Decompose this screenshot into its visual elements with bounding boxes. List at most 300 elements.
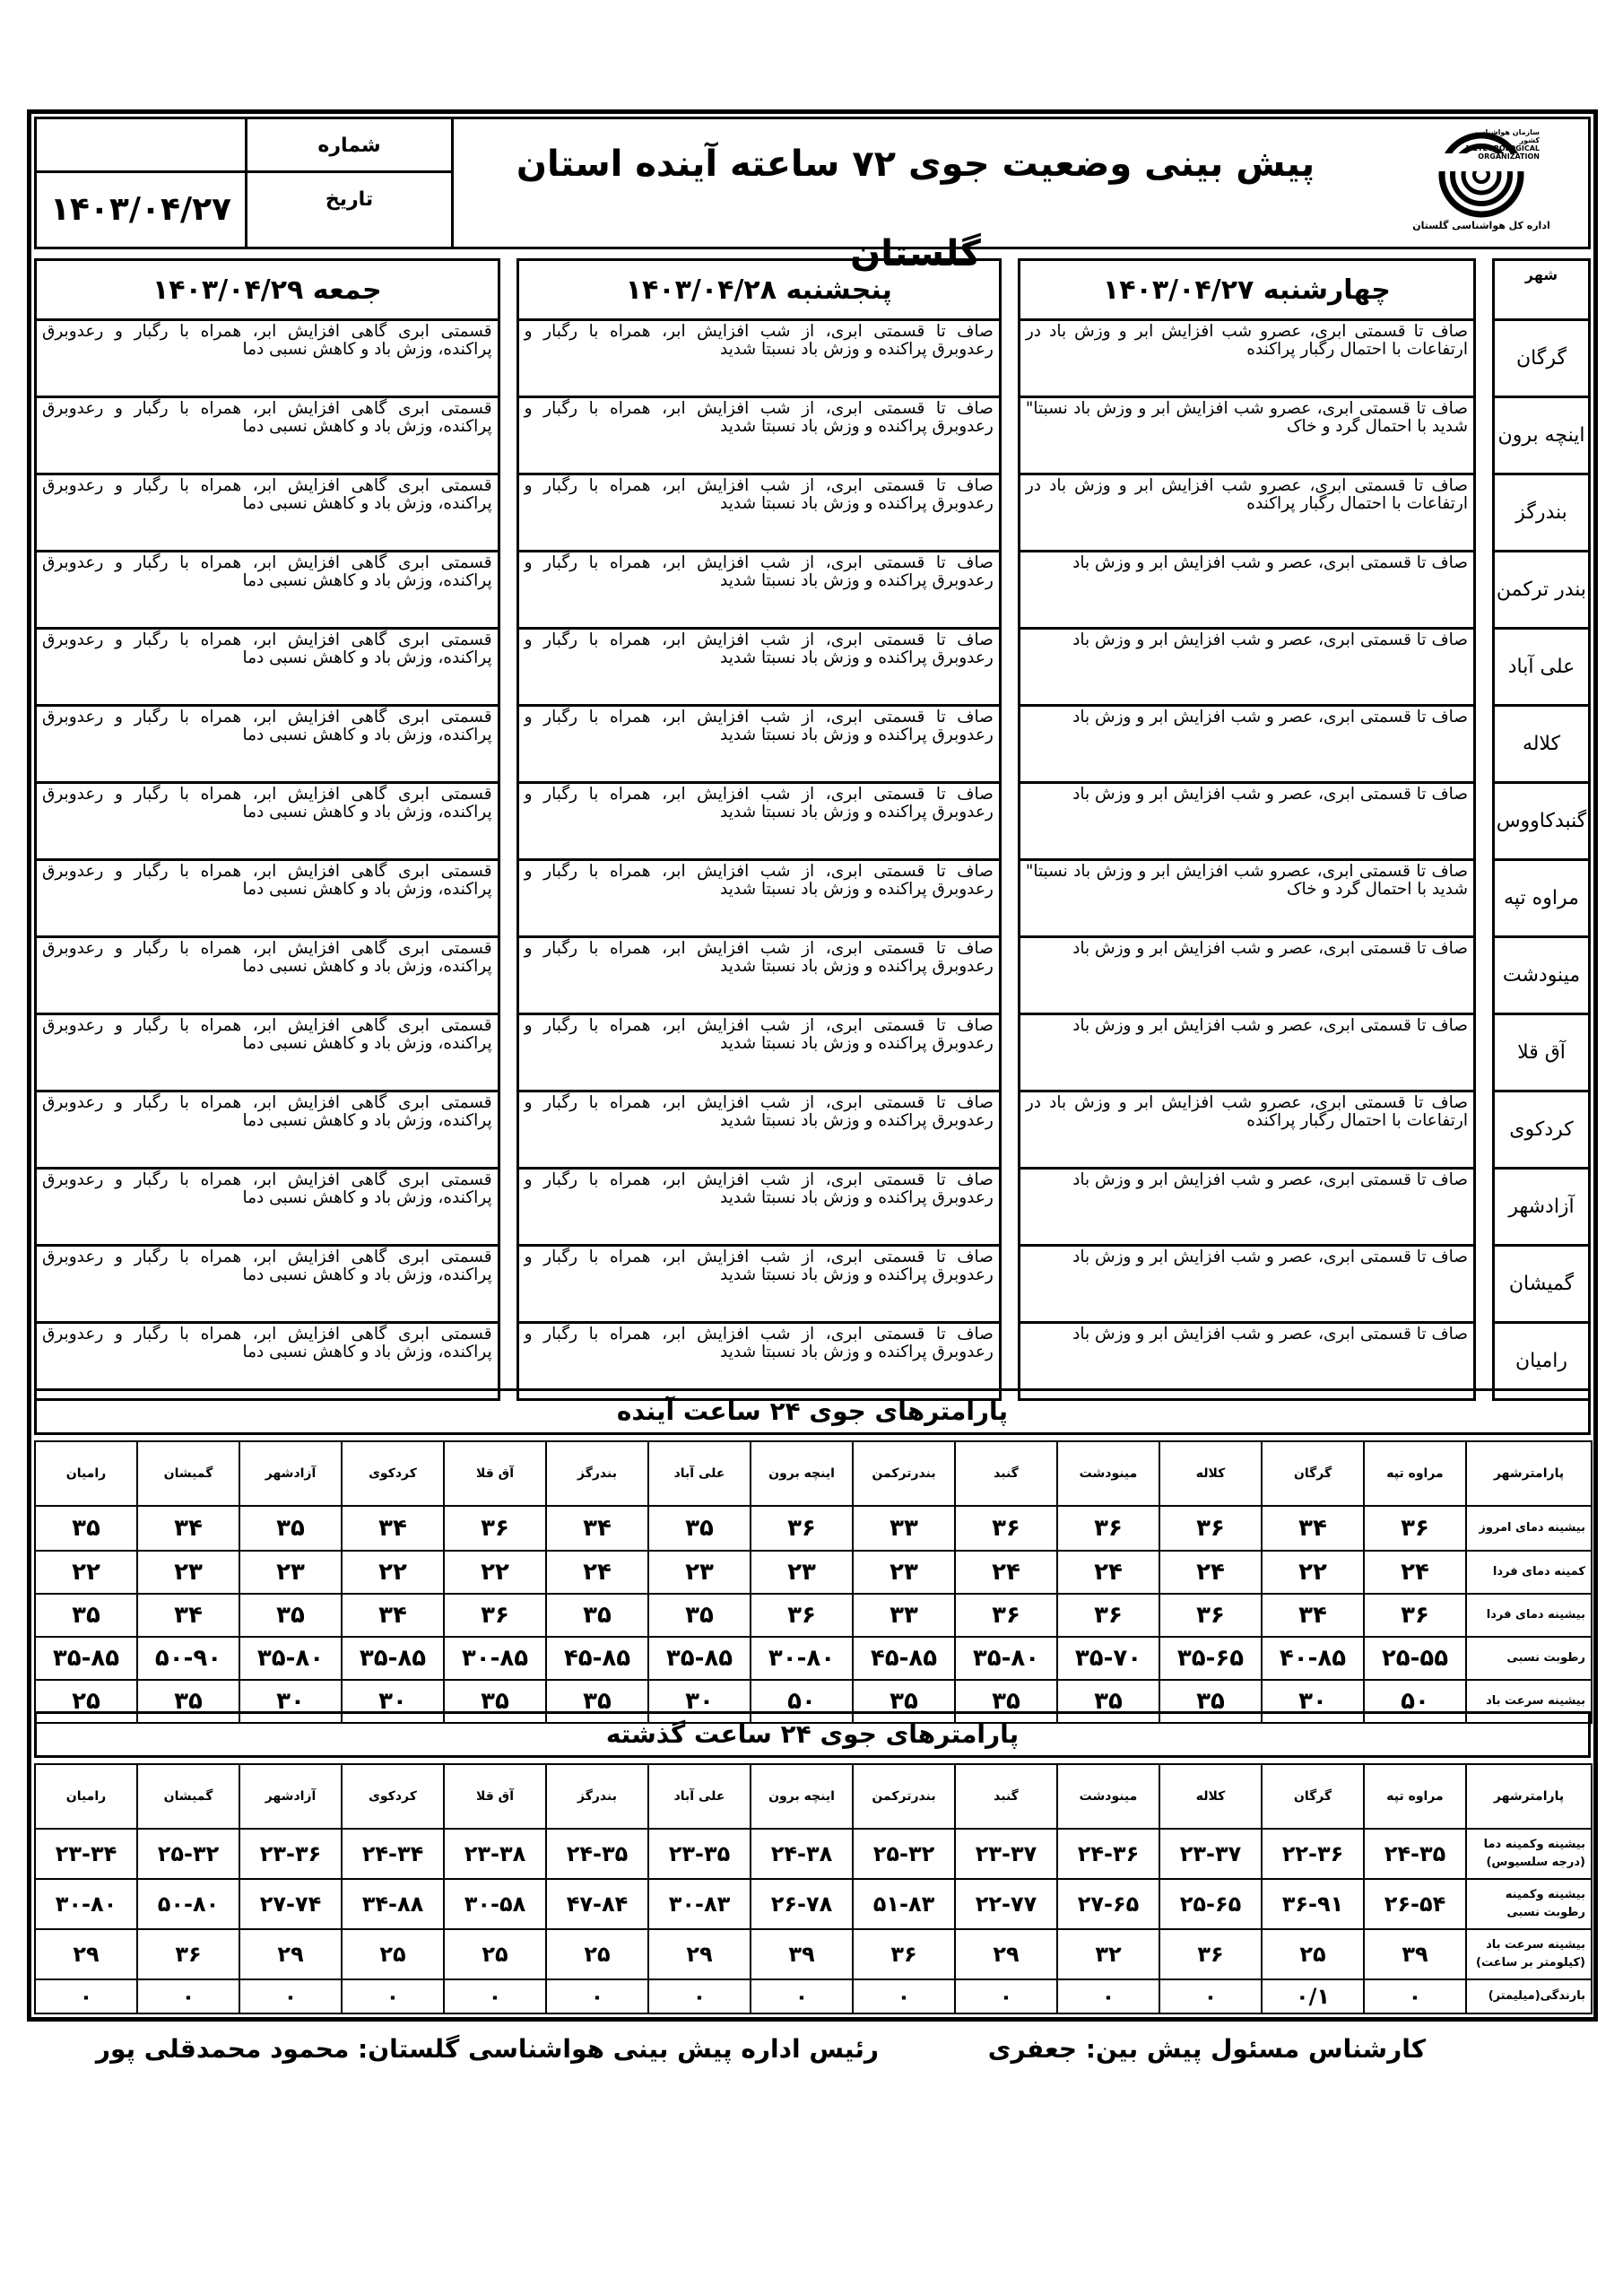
column-gap: [499, 1246, 517, 1323]
forecast-day2-text: صاف تا قسمتی ابری، از شب افزایش ابر، همراه با رگبار و رعدوبرق پراکنده و وزش باد نسبتا شدید: [517, 629, 1000, 706]
forecast-day3-text: قسمتی ابری گاهی افزایش ابر، همراه با رگبار و رعدوبرق پراکنده، وزش باد و کاهش نسبی دما: [36, 1014, 499, 1091]
params-row: [35, 1637, 1592, 1680]
param-city-name: کلاله: [1159, 1441, 1262, 1506]
column-gap: [499, 1014, 517, 1091]
param-value: ۳۵: [35, 1506, 137, 1551]
param-value: ۳۶: [444, 1594, 546, 1637]
param-value: ۳۶: [751, 1506, 853, 1551]
column-gap: [1475, 320, 1494, 397]
forecast-day3-text: قسمتی ابری گاهی افزایش ابر، همراه با رگبار و رعدوبرق پراکنده، وزش باد و کاهش نسبی دما: [36, 1246, 499, 1323]
params-row: [35, 1879, 1592, 1929]
param-value: ۴۵-۸۵: [546, 1637, 648, 1680]
section-title-next-24h: پارامترهای جوی ۲۴ ساعت آینده: [34, 1388, 1591, 1435]
param-value: ۲۴-۳۶: [1057, 1829, 1159, 1879]
column-gap: [1475, 706, 1494, 783]
forecast-day1-text: صاف تا قسمتی ابری، عصر و شب افزایش ابر و وزش باد: [1019, 1246, 1474, 1323]
column-gap: [1000, 937, 1019, 1014]
param-value: ۳۴: [342, 1594, 444, 1637]
param-city-name: مینودشت: [1057, 1441, 1159, 1506]
param-value: ۳۴: [342, 1506, 444, 1551]
param-value: ۳۶: [1057, 1506, 1159, 1551]
param-value: ۲۹: [35, 1929, 137, 1979]
params-row: [35, 1506, 1592, 1551]
number-value: [37, 119, 245, 173]
column-gap: [1000, 320, 1019, 397]
param-value: ۳۰-۵۸: [444, 1879, 546, 1929]
param-value: ۲۴: [1057, 1551, 1159, 1594]
column-gap: [1475, 1169, 1494, 1246]
forecast-day2-text: صاف تا قسمتی ابری، از شب افزایش ابر، همراه با رگبار و رعدوبرق پراکنده و وزش باد نسبتا شدید: [517, 1091, 1000, 1169]
param-city-name: گنبد: [955, 1764, 1057, 1829]
param-value: ۰: [35, 1979, 137, 2013]
forecast-day1-text: صاف تا قسمتی ابری، عصر و شب افزایش ابر و وزش باد: [1019, 937, 1474, 1014]
column-gap: [499, 1091, 517, 1169]
param-value: ۰: [751, 1979, 853, 2013]
column-gap: [499, 320, 517, 397]
param-city-name: آق قلا: [444, 1764, 546, 1829]
param-value: ۲۴-۳۸: [751, 1829, 853, 1879]
param-value: ۰: [342, 1979, 444, 2013]
forecast-day3-text: قسمتی ابری گاهی افزایش ابر، همراه با رگبار و رعدوبرق پراکنده، وزش باد و کاهش نسبی دما: [36, 783, 499, 860]
param-value: ۳۰: [1262, 1680, 1364, 1723]
organization-logo: [1387, 125, 1575, 241]
forecast-header-row: [36, 260, 1590, 320]
forecast-day2-text: صاف تا قسمتی ابری، از شب افزایش ابر، همراه با رگبار و رعدوبرق پراکنده و وزش باد نسبتا شدید: [517, 1169, 1000, 1246]
param-value: ۵۰: [1364, 1680, 1466, 1723]
param-value: ۲۵: [342, 1929, 444, 1979]
param-value: ۲۲-۷۷: [955, 1879, 1057, 1929]
param-city-name: بندرترکمن: [853, 1441, 955, 1506]
forecast-day1-text: صاف تا قسمتی ابری، عصر و شب افزایش ابر و وزش باد: [1019, 783, 1474, 860]
column-gap: [1000, 860, 1019, 937]
param-city-name: بندرگز: [546, 1441, 648, 1506]
forecast-row: [36, 552, 1590, 629]
param-value: ۳۶: [444, 1506, 546, 1551]
forecast-day1-text: صاف تا قسمتی ابری، عصر و شب افزایش ابر و وزش باد: [1019, 629, 1474, 706]
forecast-day2-text: صاف تا قسمتی ابری، از شب افزایش ابر، همراه با رگبار و رعدوبرق پراکنده و وزش باد نسبتا شدید: [517, 860, 1000, 937]
param-city-name: مراوه تپه: [1364, 1764, 1466, 1829]
param-value: ۳۵-۸۰: [239, 1637, 342, 1680]
param-value: ۴۵-۸۵: [853, 1637, 955, 1680]
param-value: ۳۵-۸۵: [35, 1637, 137, 1680]
params-header-row: [35, 1441, 1592, 1506]
column-gap: [1475, 260, 1494, 320]
column-gap: [1000, 474, 1019, 552]
param-value: ۳۰: [648, 1680, 751, 1723]
param-value: ۰: [853, 1979, 955, 2013]
param-value: ۳۵: [239, 1506, 342, 1551]
param-value: ۲۵-۳۲: [853, 1829, 955, 1879]
forecast-day2-text: صاف تا قسمتی ابری، از شب افزایش ابر، همراه با رگبار و رعدوبرق پراکنده و وزش باد نسبتا شدید: [517, 474, 1000, 552]
param-row-label: بیشینه دمای فردا: [1466, 1594, 1592, 1637]
param-city-name: بندرگز: [546, 1764, 648, 1829]
param-row-label: بیشینه وکمینه رطوبت نسبی: [1466, 1879, 1592, 1929]
column-gap: [499, 860, 517, 937]
param-value: ۳۰-۸۵: [444, 1637, 546, 1680]
param-value: ۲۲: [35, 1551, 137, 1594]
param-city-name: گمیشان: [137, 1441, 239, 1506]
param-value: ۳۶: [955, 1506, 1057, 1551]
forecast-day2-text: صاف تا قسمتی ابری، از شب افزایش ابر، همراه با رگبار و رعدوبرق پراکنده و وزش باد نسبتا شدید: [517, 783, 1000, 860]
param-value: ۲۳-۳۴: [35, 1829, 137, 1879]
header-divider: [451, 119, 454, 247]
city-name: بندرگز: [1494, 474, 1590, 552]
column-gap: [499, 552, 517, 629]
param-value: ۳۶-۹۱: [1262, 1879, 1364, 1929]
column-gap: [1475, 1014, 1494, 1091]
date-label: تاریخ: [245, 173, 451, 247]
param-city-name: کلاله: [1159, 1764, 1262, 1829]
param-value: ۵۱-۸۳: [853, 1879, 955, 1929]
param-value: ۳۵: [137, 1680, 239, 1723]
column-gap: [1000, 629, 1019, 706]
param-city-name: آق قلا: [444, 1441, 546, 1506]
param-value: ۳۹: [1364, 1929, 1466, 1979]
param-city-name: علی آباد: [648, 1441, 751, 1506]
param-row-label: بیشینه وکمینه دما (درجه سلسیوس): [1466, 1829, 1592, 1879]
forecast-row: [36, 320, 1590, 397]
column-gap: [1000, 706, 1019, 783]
column-gap: [499, 1169, 517, 1246]
forecast-row: [36, 474, 1590, 552]
forecast-day3-text: قسمتی ابری گاهی افزایش ابر، همراه با رگبار و رعدوبرق پراکنده، وزش باد و کاهش نسبی دما: [36, 397, 499, 474]
forecast-day2-text: صاف تا قسمتی ابری، از شب افزایش ابر، همراه با رگبار و رعدوبرق پراکنده و وزش باد نسبتا شدید: [517, 320, 1000, 397]
param-value: ۲۵-۳۲: [137, 1829, 239, 1879]
city-name: مراوه تپه: [1494, 860, 1590, 937]
param-value: ۳۴: [1262, 1594, 1364, 1637]
param-value: ۳۰-۸۳: [648, 1879, 751, 1929]
forecast-row: [36, 1091, 1590, 1169]
params-row: [35, 1979, 1592, 2013]
param-row-label: بارندگی(میلیمتر): [1466, 1979, 1592, 2013]
param-value: ۳۰-۸۰: [751, 1637, 853, 1680]
param-value: ۲۵: [444, 1929, 546, 1979]
param-row-label: بیشینه سرعت باد: [1466, 1680, 1592, 1723]
param-value: ۳۵: [546, 1594, 648, 1637]
params-past-table: [34, 1763, 1593, 2014]
column-gap: [1000, 1091, 1019, 1169]
param-city-name: مراوه تپه: [1364, 1441, 1466, 1506]
forecast-day3-text: قسمتی ابری گاهی افزایش ابر، همراه با رگبار و رعدوبرق پراکنده، وزش باد و کاهش نسبی دما: [36, 937, 499, 1014]
param-value: ۰/۱: [1262, 1979, 1364, 2013]
city-name: آق قلا: [1494, 1014, 1590, 1091]
param-city-name: گمیشان: [137, 1764, 239, 1829]
param-city-name: آزادشهر: [239, 1764, 342, 1829]
param-value: ۳۶: [1159, 1929, 1262, 1979]
param-city-name: کردکوی: [342, 1441, 444, 1506]
param-value: ۲۲: [1262, 1551, 1364, 1594]
param-city-name: گرگان: [1262, 1441, 1364, 1506]
param-value: ۲۳: [853, 1551, 955, 1594]
param-value: ۳۴: [546, 1506, 648, 1551]
param-row-label: بیشینه سرعت باد (کیلومتر بر ساعت): [1466, 1929, 1592, 1979]
column-gap: [1000, 1246, 1019, 1323]
forecast-day1-text: صاف تا قسمتی ابری، عصر و شب افزایش ابر و وزش باد: [1019, 706, 1474, 783]
param-value: ۳۵-۸۰: [955, 1637, 1057, 1680]
logo-top-text: سازمان هواشناسی کشور METEOROLOGICAL ORGANIZATION: [1465, 128, 1540, 161]
param-city-header: پارامترشهر: [1466, 1441, 1592, 1506]
param-value: ۰: [239, 1979, 342, 2013]
param-value: ۲۹: [648, 1929, 751, 1979]
param-value: ۳۳: [853, 1594, 955, 1637]
param-city-name: رامیان: [35, 1441, 137, 1506]
param-city-name: بندرترکمن: [853, 1764, 955, 1829]
param-value: ۲۵: [35, 1680, 137, 1723]
column-gap: [1475, 1091, 1494, 1169]
column-gap: [499, 629, 517, 706]
forecast-day3-text: قسمتی ابری گاهی افزایش ابر، همراه با رگبار و رعدوبرق پراکنده، وزش باد و کاهش نسبی دما: [36, 1169, 499, 1246]
column-gap: [1475, 860, 1494, 937]
param-value: ۳۶: [1057, 1594, 1159, 1637]
param-value: ۲۴: [1159, 1551, 1262, 1594]
param-value: ۵۰: [751, 1680, 853, 1723]
column-gap: [1475, 783, 1494, 860]
param-value: ۳۶: [1159, 1594, 1262, 1637]
city-name: گمیشان: [1494, 1246, 1590, 1323]
param-value: ۲۷-۶۵: [1057, 1879, 1159, 1929]
param-value: ۳۵: [1057, 1680, 1159, 1723]
param-value: ۳۶: [1364, 1594, 1466, 1637]
param-value: ۲۲-۳۶: [1262, 1829, 1364, 1879]
column-gap: [1475, 552, 1494, 629]
param-value: ۲۹: [955, 1929, 1057, 1979]
param-value: ۲۳-۳۸: [444, 1829, 546, 1879]
column-gap: [1475, 937, 1494, 1014]
param-value: ۲۵: [1262, 1929, 1364, 1979]
forecast-day3-text: قسمتی ابری گاهی افزایش ابر، همراه با رگبار و رعدوبرق پراکنده، وزش باد و کاهش نسبی دما: [36, 474, 499, 552]
document-header: [34, 117, 1591, 274]
forecast-row: [36, 629, 1590, 706]
forecast-day3-text: قسمتی ابری گاهی افزایش ابر، همراه با رگبار و رعدوبرق پراکنده، وزش باد و کاهش نسبی دما: [36, 629, 499, 706]
city-name: اینچه برون: [1494, 397, 1590, 474]
param-value: ۲۴-۳۵: [546, 1829, 648, 1879]
forecast-day2-text: صاف تا قسمتی ابری، از شب افزایش ابر، همراه با رگبار و رعدوبرق پراکنده و وزش باد نسبتا شدید: [517, 706, 1000, 783]
forecast-day3-text: قسمتی ابری گاهی افزایش ابر، همراه با رگبار و رعدوبرق پراکنده، وزش باد و کاهش نسبی دما: [36, 706, 499, 783]
column-gap: [1000, 260, 1019, 320]
day-header-1: چهارشنبه ۱۴۰۳/۰۴/۲۷: [1019, 260, 1474, 320]
param-value: ۲۴: [955, 1551, 1057, 1594]
param-value: ۳۵: [955, 1680, 1057, 1723]
forecast-day1-text: صاف تا قسمتی ابری، عصرو شب افزایش ابر و وزش باد در ارتفاعات با احتمال رگبار پراکنده: [1019, 320, 1474, 397]
forecast-day3-text: قسمتی ابری گاهی افزایش ابر، همراه با رگبار و رعدوبرق پراکنده، وزش باد و کاهش نسبی دما: [36, 1323, 499, 1400]
param-value: ۰: [546, 1979, 648, 2013]
param-value: ۴۷-۸۴: [546, 1879, 648, 1929]
column-gap: [1475, 397, 1494, 474]
param-value: ۰: [648, 1979, 751, 2013]
forecast-day2-text: صاف تا قسمتی ابری، از شب افزایش ابر، همراه با رگبار و رعدوبرق پراکنده و وزش باد نسبتا شدید: [517, 937, 1000, 1014]
city-name: آزادشهر: [1494, 1169, 1590, 1246]
column-gap: [499, 783, 517, 860]
param-value: ۰: [1159, 1979, 1262, 2013]
param-city-name: علی آباد: [648, 1764, 751, 1829]
forecast-day1-text: صاف تا قسمتی ابری، عصر و شب افزایش ابر و وزش باد: [1019, 552, 1474, 629]
param-value: ۳۴: [137, 1594, 239, 1637]
param-value: ۲۴-۳۵: [1364, 1829, 1466, 1879]
column-gap: [1475, 1246, 1494, 1323]
param-value: ۲۴: [1364, 1551, 1466, 1594]
column-gap: [499, 260, 517, 320]
forecast-day2-text: صاف تا قسمتی ابری، از شب افزایش ابر، همراه با رگبار و رعدوبرق پراکنده و وزش باد نسبتا شدید: [517, 1246, 1000, 1323]
param-value: ۳۶: [853, 1929, 955, 1979]
forecast-day1-text: صاف تا قسمتی ابری، عصر و شب افزایش ابر و وزش باد: [1019, 1323, 1474, 1400]
param-value: ۳۴: [1262, 1506, 1364, 1551]
param-value: ۳۵: [239, 1594, 342, 1637]
param-value: ۳۵-۶۵: [1159, 1637, 1262, 1680]
param-value: ۰: [137, 1979, 239, 2013]
params-next-table: [34, 1440, 1593, 1724]
head-signature: رئیس اداره پیش بینی هواشناسی گلستان: محمود محمدقلی پور: [95, 2034, 879, 2064]
param-value: ۰: [955, 1979, 1057, 2013]
param-value: ۳۵-۷۰: [1057, 1637, 1159, 1680]
param-value: ۳۶: [1159, 1506, 1262, 1551]
day-header-3: جمعه ۱۴۰۳/۰۴/۲۹: [36, 260, 499, 320]
forecast-day1-text: صاف تا قسمتی ابری، عصرو شب افزایش ابر و وزش باد نسبتا" شدید با احتمال گرد و خاک: [1019, 860, 1474, 937]
param-value: ۳۰-۸۰: [35, 1879, 137, 1929]
param-value: ۳۴-۸۸: [342, 1879, 444, 1929]
param-value: ۲۳-۳۷: [955, 1829, 1057, 1879]
forecast-day1-text: صاف تا قسمتی ابری، عصرو شب افزایش ابر و وزش باد نسبتا" شدید با احتمال گرد و خاک: [1019, 397, 1474, 474]
param-value: ۲۷-۷۴: [239, 1879, 342, 1929]
param-value: ۰: [1057, 1979, 1159, 2013]
param-value: ۵۰-۹۰: [137, 1637, 239, 1680]
param-value: ۲۶-۵۴: [1364, 1879, 1466, 1929]
city-column-header: شهر: [1494, 260, 1590, 320]
column-gap: [1000, 552, 1019, 629]
param-value: ۲۳: [137, 1551, 239, 1594]
param-value: ۲۳: [239, 1551, 342, 1594]
column-gap: [499, 937, 517, 1014]
param-value: ۳۵: [648, 1594, 751, 1637]
param-value: ۳۵: [1159, 1680, 1262, 1723]
forecast-row: [36, 860, 1590, 937]
date-value: ۱۴۰۳/۰۴/۲۷: [49, 191, 232, 228]
param-city-name: مینودشت: [1057, 1764, 1159, 1829]
city-name: گنبدکاووس: [1494, 783, 1590, 860]
param-value: ۲۹: [239, 1929, 342, 1979]
forecast-day1-text: صاف تا قسمتی ابری، عصر و شب افزایش ابر و وزش باد: [1019, 1169, 1474, 1246]
column-gap: [1475, 474, 1494, 552]
param-value: ۲۵-۶۵: [1159, 1879, 1262, 1929]
param-value: ۲۴: [546, 1551, 648, 1594]
params-row: [35, 1929, 1592, 1979]
forecast-day2-text: صاف تا قسمتی ابری، از شب افزایش ابر، همراه با رگبار و رعدوبرق پراکنده و وزش باد نسبتا شدید: [517, 397, 1000, 474]
forecast-day1-text: صاف تا قسمتی ابری، عصرو شب افزایش ابر و وزش باد در ارتفاعات با احتمال رگبار پراکنده: [1019, 1091, 1474, 1169]
column-gap: [499, 706, 517, 783]
param-value: ۲۳-۳۷: [1159, 1829, 1262, 1879]
forecast-day1-text: صاف تا قسمتی ابری، عصرو شب افزایش ابر و وزش باد در ارتفاعات با احتمال رگبار پراکنده: [1019, 474, 1474, 552]
param-value: ۲۵-۵۵: [1364, 1637, 1466, 1680]
param-value: ۲۳-۳۵: [648, 1829, 751, 1879]
forecast-day2-text: صاف تا قسمتی ابری، از شب افزایش ابر، همراه با رگبار و رعدوبرق پراکنده و وزش باد نسبتا شدید: [517, 552, 1000, 629]
param-value: ۳۶: [1364, 1506, 1466, 1551]
param-value: ۲۳: [648, 1551, 751, 1594]
param-value: ۳۵: [648, 1506, 751, 1551]
forecast-day3-text: قسمتی ابری گاهی افزایش ابر، همراه با رگبار و رعدوبرق پراکنده، وزش باد و کاهش نسبی دما: [36, 860, 499, 937]
param-value: ۵۰-۸۰: [137, 1879, 239, 1929]
param-value: ۳۵: [546, 1680, 648, 1723]
forecaster-signature: کارشناس مسئول پیش بین: جعفری: [987, 2034, 1426, 2064]
logo-caption: اداره کل هواشناسی گلستان: [1412, 220, 1550, 231]
param-city-name: گنبد: [955, 1441, 1057, 1506]
param-value: ۲۴-۳۴: [342, 1829, 444, 1879]
params-header-row: [35, 1764, 1592, 1829]
param-city-name: کردکوی: [342, 1764, 444, 1829]
param-city-name: رامیان: [35, 1764, 137, 1829]
params-row: [35, 1594, 1592, 1637]
forecast-row: [36, 1246, 1590, 1323]
param-value: ۳۳: [853, 1506, 955, 1551]
forecast-day3-text: قسمتی ابری گاهی افزایش ابر، همراه با رگبار و رعدوبرق پراکنده، وزش باد و کاهش نسبی دما: [36, 1091, 499, 1169]
forecast-row: [36, 783, 1590, 860]
param-value: ۲۲: [342, 1551, 444, 1594]
param-value: ۳۹: [751, 1929, 853, 1979]
column-gap: [499, 397, 517, 474]
param-value: ۳۶: [751, 1594, 853, 1637]
param-value: ۳۲: [1057, 1929, 1159, 1979]
forecast-day2-text: صاف تا قسمتی ابری، از شب افزایش ابر، همراه با رگبار و رعدوبرق پراکنده و وزش باد نسبتا شدید: [517, 1014, 1000, 1091]
param-value: ۳۵: [444, 1680, 546, 1723]
city-name: کلاله: [1494, 706, 1590, 783]
column-gap: [1000, 783, 1019, 860]
city-name: علی آباد: [1494, 629, 1590, 706]
forecast-row: [36, 937, 1590, 1014]
forecast-row: [36, 397, 1590, 474]
city-name: بندر ترکمن: [1494, 552, 1590, 629]
day-header-2: پنجشنبه ۱۴۰۳/۰۴/۲۸: [517, 260, 1000, 320]
column-gap: [1000, 397, 1019, 474]
param-value: ۴۰-۸۵: [1262, 1637, 1364, 1680]
column-gap: [1475, 629, 1494, 706]
param-value: ۲۵: [546, 1929, 648, 1979]
forecast-day3-text: قسمتی ابری گاهی افزایش ابر، همراه با رگبار و رعدوبرق پراکنده، وزش باد و کاهش نسبی دما: [36, 552, 499, 629]
forecast-row: [36, 1014, 1590, 1091]
param-value: ۳۵: [853, 1680, 955, 1723]
page-title: پیش بینی وضعیت جوی ۷۲ ساعته آینده استان گلستان: [516, 144, 1315, 274]
forecast-day3-text: قسمتی ابری گاهی افزایش ابر، همراه با رگبار و رعدوبرق پراکنده، وزش باد و کاهش نسبی دما: [36, 320, 499, 397]
params-row: [35, 1551, 1592, 1594]
param-city-header: پارامترشهر: [1466, 1764, 1592, 1829]
param-value: ۳۵-۸۵: [648, 1637, 751, 1680]
param-value: ۳۰: [239, 1680, 342, 1723]
forecast-row: [36, 1169, 1590, 1246]
param-row-label: بیشینه دمای امروز: [1466, 1506, 1592, 1551]
param-value: ۰: [444, 1979, 546, 2013]
param-value: ۳۰: [342, 1680, 444, 1723]
column-gap: [1000, 1169, 1019, 1246]
column-gap: [1000, 1014, 1019, 1091]
param-city-name: آزادشهر: [239, 1441, 342, 1506]
param-city-name: اینچه برون: [751, 1764, 853, 1829]
param-value: ۰: [1364, 1979, 1466, 2013]
forecast-day2-text: صاف تا قسمتی ابری، از شب افزایش ابر، همراه با رگبار و رعدوبرق پراکنده و وزش باد نسبتا شدید: [517, 1323, 1000, 1400]
param-value: ۲۶-۷۸: [751, 1879, 853, 1929]
number-label: شماره: [245, 119, 451, 173]
param-value: ۳۴: [137, 1506, 239, 1551]
param-value: ۲۳-۳۶: [239, 1829, 342, 1879]
param-value: ۳۶: [955, 1594, 1057, 1637]
param-value: ۳۵: [35, 1594, 137, 1637]
city-name: کردکوی: [1494, 1091, 1590, 1169]
forecast-day1-text: صاف تا قسمتی ابری، عصر و شب افزایش ابر و وزش باد: [1019, 1014, 1474, 1091]
param-value: ۳۵-۸۵: [342, 1637, 444, 1680]
param-city-name: گرگان: [1262, 1764, 1364, 1829]
city-name: رامیان: [1494, 1323, 1590, 1400]
section-title-past-24h: پارامترهای جوی ۲۴ ساعت گذشته: [34, 1711, 1591, 1758]
column-gap: [499, 474, 517, 552]
param-row-label: رطوبت نسبی: [1466, 1637, 1592, 1680]
param-value: ۲۳: [751, 1551, 853, 1594]
param-value: ۲۲: [444, 1551, 546, 1594]
